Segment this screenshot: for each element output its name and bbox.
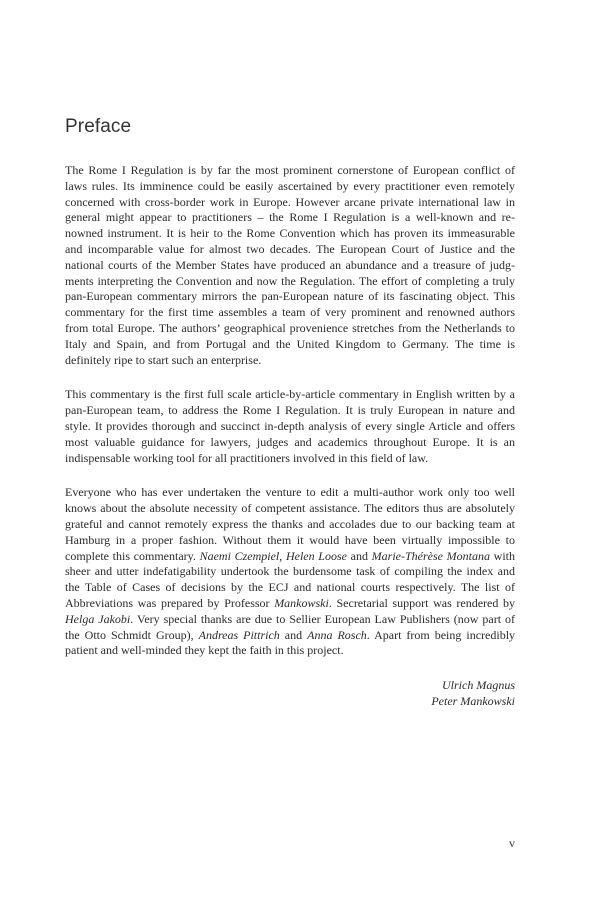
signatory-name: Peter Mankowski — [431, 693, 515, 708]
paragraph: This commentary is the first full scale article-by-article commentary in English written by a pan-European team, to address the Rome I Regulation. It is truly European in nature and style. It provides thorough and succinct in-depth analysis of every single Article and offers most valuable guidance for lawyers, judges and academics throughout Europe. It is an indispensable working tool for all practitioners involved in this field of law. — [65, 387, 515, 465]
page-number: v — [509, 836, 515, 850]
person-name: Naemi Czempiel — [199, 548, 280, 563]
paragraph: The Rome I Regulation is by far the most prominent cornerstone of European conflict of laws rules. Its imminence could be easily ascertained by every practitioner even remotely concerned with cross-border work in Europe. However arcane private international law in general might appear to practitioners – the Rome I Regulation is a well-known and re-nowned instrument. It is heir to the Rome Convention which has proven its immeasurable and incomparable value for almost two decades. The European Court of Justice and the national courts of the Member States have produced an abundance and a treasure of judg-ments interpreting the Convention and now the Regulation. The effort of completing a truly pan-European commentary mirrors the pan-European nature of its fascinating object. This commentary for the first time assembles a team of very prominent and renowned authors from total Europe. The authors’ geographical provenience stretches from the Netherlands to Italy and Spain, and from Portugal and the United Kingdom to Germany. The time is definitely ripe to start such an enterprise. — [65, 163, 515, 367]
signatures — [431, 678, 515, 710]
person-name: Mankowski — [274, 595, 329, 610]
signatory-name: Ulrich Magnus — [442, 678, 515, 692]
person-name: Helga Jakobi — [65, 611, 131, 626]
person-name: Anna Rosch — [307, 627, 367, 642]
paragraph: Everyone who has ever undertaken the venture to edit a multi-author work only too well knows about the absolute necessity of competent assistance. The editors thus are absolutely grateful and cannot remotely express the thanks and accolades due to our backing team at Hamburg in a proper fashion. Without them it would have been virtually impossible to complete this commentary. Naemi Czempiel, Helen Loose and Marie-Thérèse Montana with sheer and utter indefatigability undertook the burdensome task of compiling the index and the Table of Cases of decisions by the ECJ and national courts respectively. The list of Abbreviations was prepared by Professor Mankowski. Secretarial support was rendered by Helga Jakobi. Very special thanks are due to Sellier European Law Publishers (now part of the Otto Schmidt Group), Andreas Pittrich and Anna Rosch. Apart from being incredibly patient and well-minded they kept the faith in this project. — [65, 485, 516, 658]
person-name: Andreas Pittrich — [198, 627, 280, 642]
person-name: Marie-Thérèse Montana — [371, 548, 490, 563]
body-text — [65, 163, 515, 678]
person-name: Helen Loose — [285, 548, 347, 563]
page-title: Preface — [65, 116, 132, 137]
